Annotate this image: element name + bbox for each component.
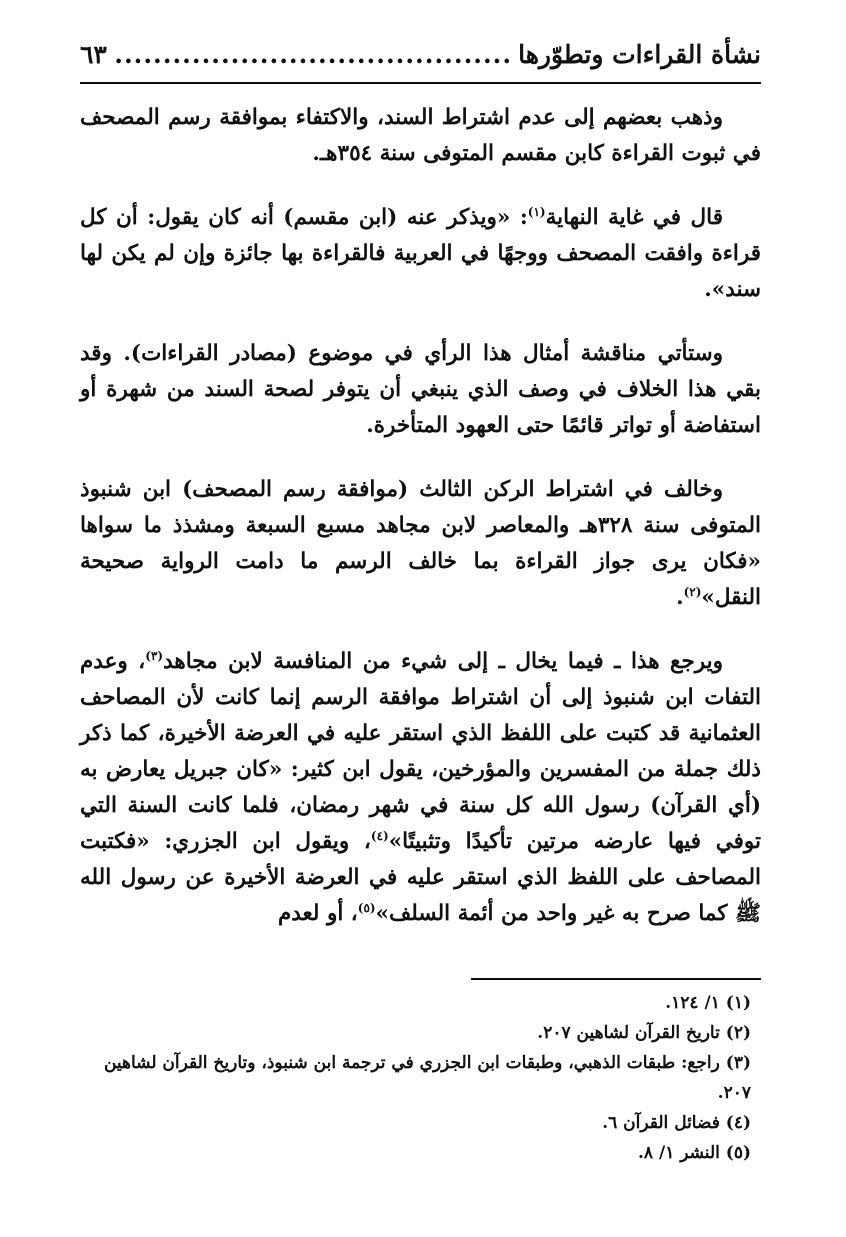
footnote-3: (٣) راجع: طبقات الذهبي، وطبقات ابن الجزري في ترجمة ابن شنبوذ، وتاريخ القرآن لشاهين ٢٠٧.: [103, 1053, 751, 1103]
paragraph-4: [80, 472, 761, 616]
footnote-5: (٥) النشر ١/ ٨.: [638, 1143, 751, 1163]
paragraph-text: ويرجع هذا ـ فيما يخال ـ إلى شيء من المنافسة لابن مجاهد: [163, 649, 723, 674]
footnote-ref-5[interactable]: (٥): [357, 900, 376, 915]
paragraph-text: وذهب بعضهم إلى عدم اشتراط السند، والاكتفاء بموافقة رسم المصحف في ثبوت القراءة كابن مقسم المتوفى سنة ٣٥٤هـ.: [80, 105, 761, 166]
paragraph-5: [80, 644, 761, 932]
footnote-divider: [471, 978, 761, 980]
paragraph-text: .: [676, 585, 684, 610]
paragraph-text: وخالف في اشتراط الركن الثالث (موافقة رسم المصحف) ابن شنبوذ المتوفى سنة ٣٢٨هـ والمعاصر لابن مجاهد مسبع السبعة ومشذذ ما سواها «فكان يرى جواز القراءة بما خالف الرسم ما دامت الرواية صحيحة النقل»: [80, 477, 761, 610]
running-header: [80, 30, 761, 78]
paragraph-text: ، ويقول ابن الجزري: «فكتبت المصاحف على اللفظ الذي استقر عليه في العرضة الأخيرة عن رسول الله ﷺ كما صرح به غير واحد من أئمة السلف»: [80, 829, 761, 926]
paragraph-text: : «ويذكر عنه (ابن مقسم) أنه كان يقول: أن كل قراءة وافقت المصحف ووجهًا في العربية فالقراءة بها جائزة وإن لم يكن لها سند».: [80, 205, 761, 302]
leader-dots: [113, 40, 512, 69]
paragraph-2: [80, 200, 761, 308]
footnote-1: (١) ١/ ١٢٤.: [665, 993, 751, 1013]
footnote-ref-1[interactable]: (١): [527, 204, 546, 219]
paragraph-1: [80, 100, 761, 172]
footnotes: [80, 988, 761, 1168]
footnote-4: (٤) فضائل القرآن ٦.: [602, 1113, 751, 1133]
paragraph-text: وستأتي مناقشة أمثال هذا الرأي في موضوع (مصادر القراءات). وقد بقي هذا الخلاف في وصف الذي ينبغي أن يتوفر لصحة السند من شهرة أو استفاضة أو تواتر قائمًا حتى العهود المتأخرة.: [80, 341, 761, 438]
chapter-title: نشأة القراءات وتطوّرها: [518, 39, 761, 69]
main-text: [80, 100, 761, 960]
header-divider: [80, 82, 761, 84]
paragraph-3: [80, 336, 761, 444]
paragraph-text: ، أو لعدم: [277, 901, 358, 926]
page-number: ٦٣: [80, 39, 107, 69]
footnote-ref-2[interactable]: (٢): [683, 584, 702, 599]
footnote-ref-4[interactable]: (٤): [370, 828, 389, 843]
paragraph-text: قال في غاية النهاية: [545, 205, 723, 230]
footnote-ref-3[interactable]: (٣): [145, 648, 164, 663]
footnote-2: (٢) تاريخ القرآن لشاهين ٢٠٧.: [537, 1023, 751, 1043]
paragraph-text: ، وعدم التفات ابن شنبوذ إلى أن اشتراط موافقة الرسم إنما كانت لأن المصاحف العثمانية قد كتبت على اللفظ الذي استقر عليه في العرضة الأخيرة، كما ذكر ذلك جملة من المفسرين والمؤرخين، يقول ابن كثير: «كان جبريل يعارض به (أي القرآن) رسول الله كل سنة في شهر رمضان، فلما كانت السنة التي توفي فيها عارضه مرتين تأكيدًا وتثبيتًا»: [80, 649, 761, 854]
